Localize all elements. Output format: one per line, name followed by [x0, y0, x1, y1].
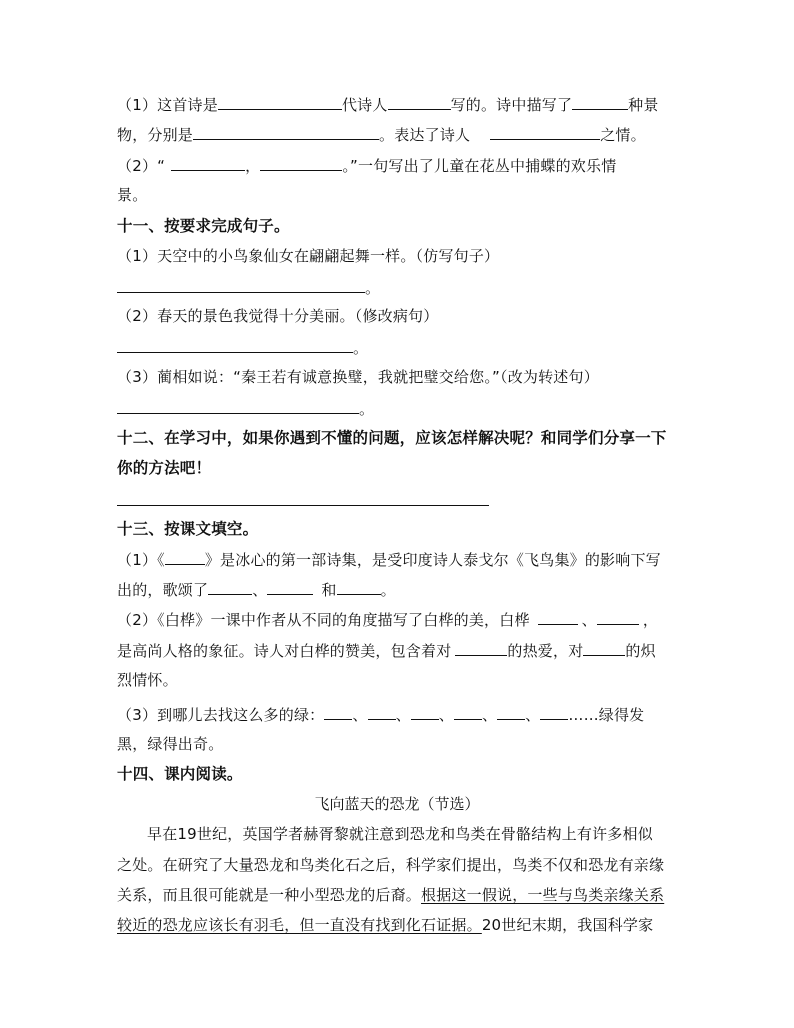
answer-line[interactable] — [117, 337, 353, 353]
q10-text: 种景 — [628, 96, 659, 114]
q10-text: 之情。 — [600, 126, 646, 144]
q13-text: 和 — [321, 581, 337, 599]
q10-text: （1）这首诗是 — [117, 96, 218, 114]
q13-text: 、 — [581, 611, 597, 629]
answer-blank[interactable] — [208, 579, 252, 595]
separator: 、 — [395, 706, 411, 724]
answer-blank[interactable] — [597, 609, 639, 625]
answer-blank[interactable] — [490, 124, 600, 140]
q10-text: 代诗人 — [341, 96, 388, 114]
q11-item-1-answer — [117, 277, 380, 298]
q13-item-3-line-2: 黑，绿得出奇。 — [117, 735, 224, 753]
underlined-sentence: 较近的恐龙应该长有羽毛，但一直没有找到化石证据。 — [117, 916, 482, 934]
answer-blank[interactable] — [454, 704, 482, 720]
separator: 、 — [352, 706, 368, 724]
q11-item-3-answer — [117, 398, 374, 419]
q13-item-2-line-1 — [117, 609, 658, 630]
answer-blank[interactable] — [538, 609, 578, 625]
answer-blank[interactable] — [267, 579, 313, 595]
q10-text: ， — [245, 157, 261, 175]
answer-blank[interactable] — [193, 124, 379, 140]
q13-item-1-line-1 — [117, 549, 661, 570]
answer-blank[interactable] — [165, 549, 205, 565]
passage-line-4 — [117, 915, 653, 935]
answer-blank[interactable] — [388, 94, 451, 110]
answer-blank[interactable] — [260, 155, 342, 171]
answer-blank[interactable] — [411, 704, 439, 720]
q10-item-1-line-1 — [117, 94, 659, 115]
q13-item-2-line-2 — [117, 640, 656, 661]
passage-text: 20世纪末期，我国科学家 — [481, 916, 654, 934]
answer-line[interactable] — [117, 277, 365, 293]
q11-heading: 十一、按要求完成句子。 — [117, 217, 290, 235]
q10-text: 景。 — [117, 186, 148, 204]
period: 。 — [365, 279, 381, 297]
q13-text: ……绿得发 — [568, 706, 645, 724]
answer-blank[interactable] — [368, 704, 396, 720]
q13-item-1-line-2 — [117, 579, 396, 600]
q10-text: 写的。诗中描写了 — [450, 96, 573, 114]
q12-heading-line-1: 十二、在学习中，如果你遇到不懂的问题，应该怎样解决呢？和同学们分享一下 — [117, 429, 667, 447]
q10-item-1-line-2 — [117, 124, 646, 145]
q12-heading-line-2: 你的方法吧！ — [117, 459, 212, 477]
period: 。 — [353, 339, 369, 357]
q11-item-2: （2）春天的景色我觉得十分美丽。（修改病句） — [117, 307, 439, 325]
q12-answer-line[interactable] — [117, 505, 489, 506]
q13-text: （3）到哪儿去找这么多的绿： — [117, 706, 325, 724]
underlined-sentence: 根据这一假说，一些与鸟类亲缘关系 — [421, 886, 665, 904]
answer-blank[interactable] — [171, 155, 245, 171]
answer-blank[interactable] — [497, 704, 525, 720]
answer-blank[interactable] — [337, 579, 381, 595]
q13-text: ， — [642, 611, 659, 629]
q10-text: 。”一句写出了儿童在花丛中捕蝶的欢乐情 — [342, 157, 617, 175]
answer-blank[interactable] — [572, 94, 628, 110]
period: 。 — [359, 400, 375, 418]
answer-blank[interactable] — [455, 640, 507, 656]
separator: 、 — [438, 706, 454, 724]
answer-blank[interactable] — [324, 704, 352, 720]
q13-text: 出的，歌颂了 — [117, 581, 209, 599]
answer-blank[interactable] — [583, 640, 625, 656]
q13-text: 的热爱，对 — [507, 642, 584, 660]
passage-line-2: 之处。在研究了大量恐龙和鸟类化石之后，科学家们提出，鸟类不仅和恐龙有亲缘 — [117, 856, 665, 874]
separator: 、 — [481, 706, 498, 724]
q13-text: 。 — [380, 581, 396, 599]
q13-item-3-line-1 — [117, 704, 644, 725]
q11-item-3: （3）蔺相如说：“秦王若有诚意换璧，我就把璧交给您。”（改为转述句） — [117, 368, 599, 386]
q14-heading: 十四、课内阅读。 — [117, 765, 243, 783]
answer-blank[interactable] — [218, 94, 342, 110]
q10-text: 。表达了诗人 — [379, 126, 471, 144]
q13-text: 》是冰心的第一部诗集，是受印度诗人泰戈尔《飞鸟集》的影响下写 — [204, 551, 661, 569]
passage-line-1: 早在19世纪，英国学者赫胥黎就注意到恐龙和鸟类在骨骼结构上有许多相似 — [147, 825, 653, 843]
q13-text: 、 — [252, 581, 268, 599]
q11-item-2-answer — [117, 337, 368, 358]
q13-text: （1）《 — [117, 551, 165, 569]
passage-text: 关系，而且很可能就是一种小型恐龙的后裔。 — [117, 886, 422, 904]
q10-item-2-line-1 — [117, 155, 616, 176]
passage-line-3 — [117, 885, 664, 905]
passage-title: 飞向蓝天的恐龙（节选） — [314, 795, 480, 813]
q11-item-1: （1）天空中的小鸟象仙女在翩翩起舞一样。（仿写句子） — [117, 247, 500, 265]
q13-item-2-line-3: 烈情怀。 — [117, 671, 178, 689]
q10-text: 物，分别是 — [117, 126, 194, 144]
q13-text: 的炽 — [625, 642, 656, 660]
answer-line[interactable] — [117, 398, 359, 414]
separator: 、 — [525, 706, 541, 724]
q13-text: 是高尚人格的象征。诗人对白桦的赞美，包含着对 — [117, 642, 452, 660]
q10-item-2-line-2 — [117, 185, 147, 205]
q13-heading: 十三、按课文填空。 — [117, 520, 259, 538]
q13-text: （2）《白桦》一课中作者从不同的角度描写了白桦的美，白桦 — [117, 611, 530, 629]
answer-blank[interactable] — [540, 704, 568, 720]
q10-text: （2）“ — [117, 157, 166, 175]
